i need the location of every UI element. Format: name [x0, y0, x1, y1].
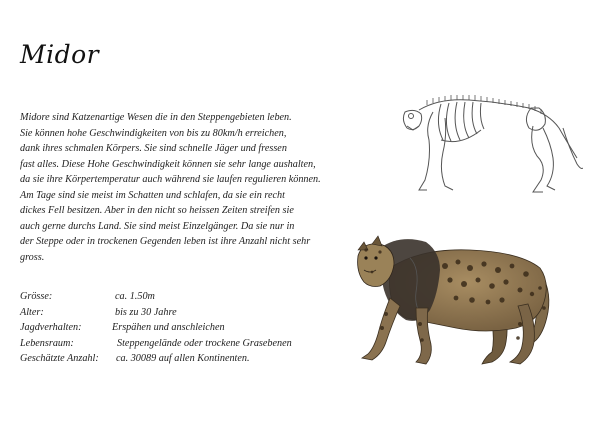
description-line: Sie können hohe Geschwindigkeiten von bis zu 80km/h erreichen, — [20, 127, 287, 139]
description-line: fast alles. Diese Hohe Geschwindigkeit können sie sehr lange aushalten, — [20, 158, 316, 170]
fact-label: Alter: — [20, 306, 44, 318]
page-title: Midor — [20, 40, 100, 69]
description-text — [20, 110, 350, 265]
facts-list — [20, 289, 292, 367]
fact-label: Grösse: — [20, 291, 53, 302]
fact-value: bis zu 30 Jahre — [115, 306, 177, 318]
fact-value: Erspähen und anschleichen — [112, 322, 225, 333]
fact-label: Jagdverhalten: — [20, 322, 82, 333]
fact-hunting — [20, 320, 292, 336]
description-line: Am Tage sind sie meist im Schatten und schlafen, da sie ein recht — [20, 189, 285, 201]
fact-value: Steppengelände oder trockene Grasebenen — [117, 337, 292, 349]
fact-label: Geschätzte Anzahl: — [20, 353, 99, 364]
fact-value: ca. 1.50m — [115, 291, 155, 302]
fact-value: ca. 30089 auf allen Kontinenten. — [116, 353, 250, 364]
description-line: auch gerne durchs Land. Sie sind meist Einzelgänger. Da sie nur in — [20, 220, 295, 232]
description-line: gross. — [20, 251, 45, 263]
description-line: dank ihres schmalen Körpers. Sie sind schnelle Jäger und fressen — [20, 143, 287, 154]
fact-label: Lebensraum: — [20, 337, 74, 349]
fact-size — [20, 289, 292, 305]
description-line: dickes Fell besitzen. Aber in den nicht so heissen Zeiten streifen sie — [20, 205, 294, 216]
fact-population — [20, 351, 292, 367]
description-line: Midore sind Katzenartige Wesen die in den Steppengebieten leben. — [20, 112, 292, 123]
fact-habitat — [20, 336, 292, 352]
description-line: der Steppe oder in trockenen Gegenden leben ist ihre Anzahl nicht sehr — [20, 236, 311, 247]
spotted-maned-feline-drawing-icon — [350, 228, 565, 368]
description-line: da sie ihre Körpertemperatur auch während sie laufen regulieren können. — [20, 174, 321, 185]
fact-age — [20, 305, 292, 321]
feline-skeleton-sketch-icon — [393, 90, 583, 200]
